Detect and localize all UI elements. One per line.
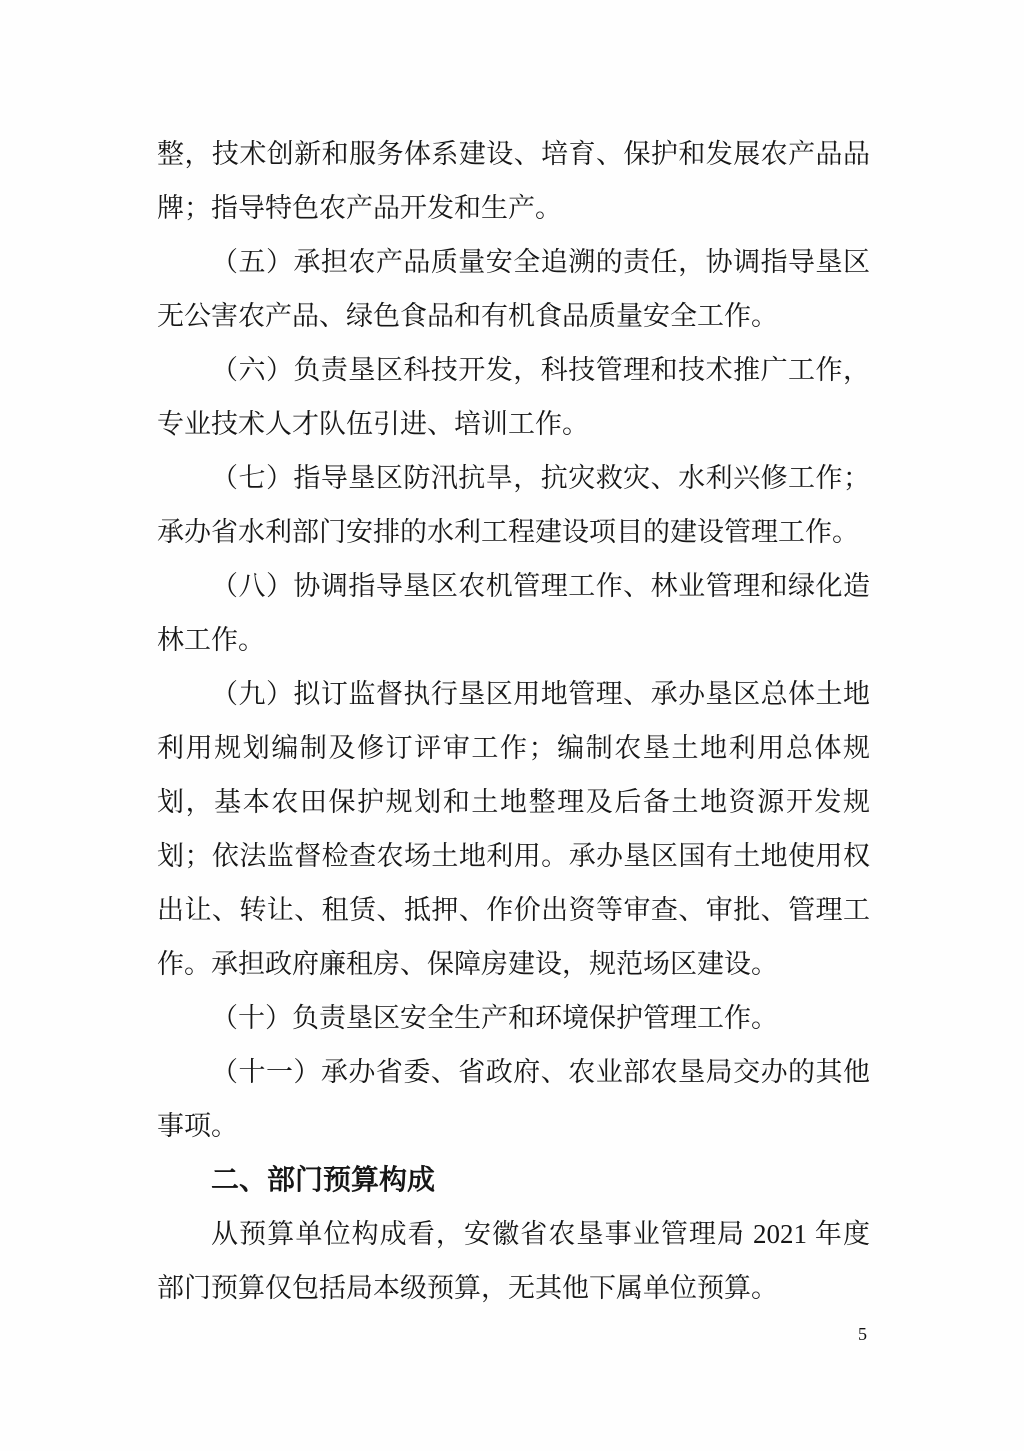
paragraph-item-8: （八）协调指导垦区农机管理工作、林业管理和绿化造林工作。 [157, 571, 870, 655]
paragraph-item-11: （十一）承办省委、省政府、农业部农垦局交办的其他事项。 [157, 1057, 870, 1141]
paragraph-budget-units: 从预算单位构成看，安徽省农垦事业管理局 2021 年度部门预算仅包括局本级预算，无其他下属单位预算。 [157, 1219, 870, 1303]
page-number: 5 [858, 1324, 867, 1344]
paragraph-item-9: （九）拟订监督执行垦区用地管理、承办垦区总体土地利用规划编制及修订评审工作；编制农垦土地利用总体规划，基本农田保护规划和土地整理及后备土地资源开发规划；依法监督检查农场土地利用。承办垦区国有土地使用权出让、转让、租赁、抵押、作价出资等审查、审批、管理工作。承担政府廉租房、保障房建设，规范场区建设。 [157, 679, 870, 979]
paragraph-item-7: （七）指导垦区防汛抗旱，抗灾救灾、水利兴修工作；承办省水利部门安排的水利工程建设项目的建设管理工作。 [157, 463, 870, 547]
paragraph-item-10: （十）负责垦区安全生产和环境保护管理工作。 [211, 1003, 778, 1033]
paragraph-item-5: （五）承担农产品质量安全追溯的责任，协调指导垦区无公害农产品、绿色食品和有机食品质量安全工作。 [157, 247, 870, 331]
paragraph-continuation: 整，技术创新和服务体系建设、培育、保护和发展农产品品牌；指导特色农产品开发和生产。 [157, 139, 870, 223]
page-body-text [157, 127, 870, 1315]
section-heading-budget-composition: 二、部门预算构成 [211, 1164, 436, 1195]
paragraph-item-6: （六）负责垦区科技开发，科技管理和技术推广工作，专业技术人才队伍引进、培训工作。 [157, 355, 870, 439]
